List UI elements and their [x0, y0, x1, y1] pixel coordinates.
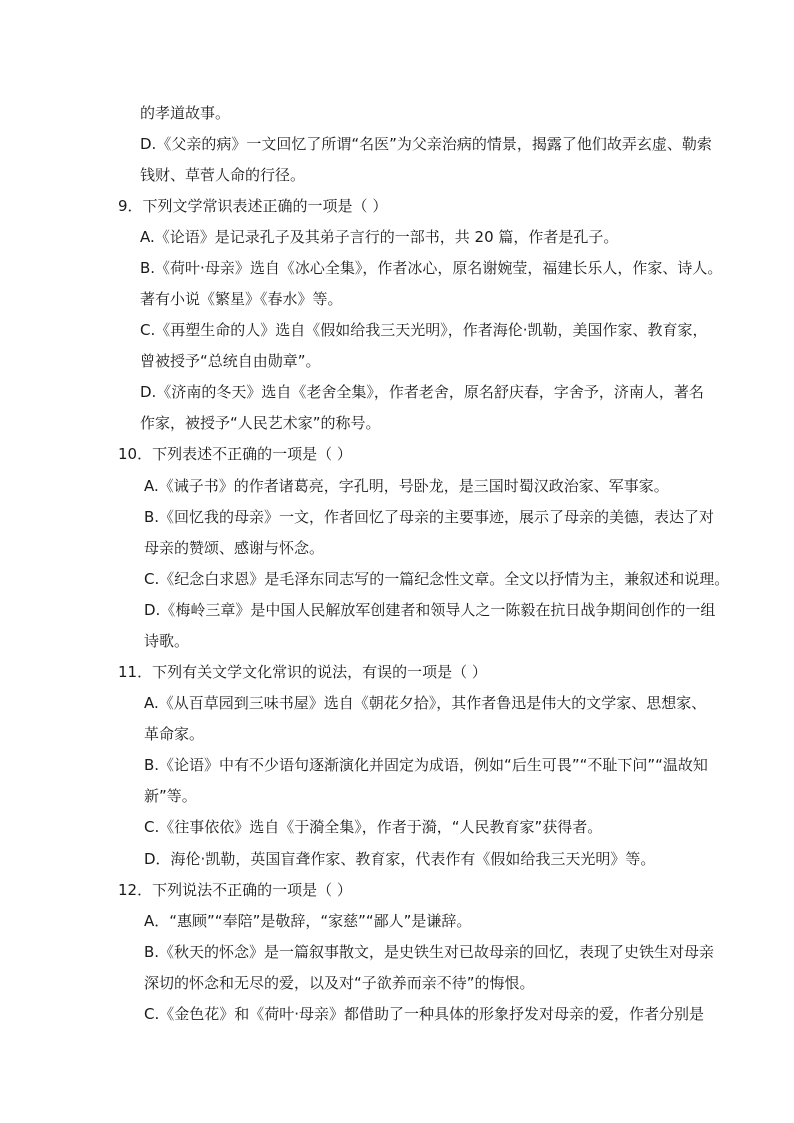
- question-9-option-c-line-2: 曾被授予“总统自由勋章”。: [140, 352, 321, 370]
- question-11-option-d: D．海伦·凯勒，英国盲聋作家、教育家，代表作有《假如给我三天光明》等。: [144, 850, 656, 868]
- question-11-option-b-line-2: 新”等。: [144, 787, 197, 805]
- question-9-option-a: A.《论语》是记录孔子及其弟子言行的一部书，共 20 篇，作者是孔子。: [140, 228, 619, 246]
- question-12-option-b-line-1: B.《秋天的怀念》是一篇叙事散文，是史铁生对已故母亲的回忆，表现了史铁生对母亲: [144, 943, 715, 961]
- question-9-option-d-line-2: 作家，被授予“人民艺术家”的称号。: [140, 414, 381, 432]
- question-8-continuation: 的孝道故事。: [140, 104, 231, 122]
- question-9-option-b-line-1: B.《荷叶·母亲》选自《冰心全集》，作者冰心，原名谢婉莹，福建长乐人，作家、诗人。: [140, 259, 723, 277]
- question-10-option-d-line-2: 诗歌。: [144, 632, 190, 650]
- question-8-option-d-line-1: D.《父亲的病》一文回忆了所谓“名医”为父亲治病的情景，揭露了他们故弄玄虚、勒索: [140, 135, 712, 153]
- question-10-stem: 10．下列表述不正确的一项是（ ）: [118, 445, 352, 463]
- question-10-option-c: C.《纪念白求恩》是毛泽东同志写的一篇纪念性文章。全文以抒情为主，兼叙述和说理。: [144, 570, 730, 588]
- question-9-option-c-line-1: C.《再塑生命的人》选自《假如给我三天光明》，作者海伦·凯勒，美国作家、教育家，: [140, 321, 708, 339]
- question-12-stem: 12．下列说法不正确的一项是（ ）: [118, 881, 352, 899]
- question-11-option-c: C.《往事依依》选自《于漪全集》，作者于漪，“人民教育家”获得者。: [144, 818, 603, 836]
- question-10-option-b-line-2: 母亲的赞颂、感谢与怀念。: [144, 539, 325, 557]
- question-11-option-a-line-1: A.《从百草园到三味书屋》选自《朝花夕拾》，其作者鲁迅是伟大的文学家、思想家、: [144, 694, 707, 712]
- question-12-option-c-line-1: C.《金色花》和《荷叶·母亲》都借助了一种具体的形象抒发对母亲的爱，作者分别是: [144, 1005, 705, 1023]
- question-10-option-d-line-1: D.《梅岭三章》是中国人民解放军创建者和领导人之一陈毅在抗日战争期间创作的一组: [144, 601, 716, 619]
- question-9-option-b-line-2: 著有小说《繁星》《春水》等。: [140, 290, 343, 308]
- question-10-option-a: A.《诫子书》的作者诸葛亮，字孔明，号卧龙，是三国时蜀汉政治家、军事家。: [144, 477, 669, 495]
- question-12-option-b-line-2: 深切的怀念和无尽的爱，以及对“子欲养而亲不待”的悔恨。: [144, 974, 535, 992]
- question-9-stem: 9．下列文学常识表述正确的一项是（ ）: [118, 197, 388, 215]
- question-11-stem: 11．下列有关文学文化常识的说法，有误的一项是（ ）: [118, 663, 487, 681]
- question-11-option-b-line-1: B.《论语》中有不少语句逐渐演化并固定为成语，例如“后生可畏”“不耻下问”“温故知: [144, 756, 708, 774]
- question-8-option-d-line-2: 钱财、草菅人命的行径。: [140, 166, 306, 184]
- question-9-option-d-line-1: D.《济南的冬天》选自《老舍全集》，作者老舍，原名舒庆春，字舍予，济南人，著名: [140, 383, 704, 401]
- question-11-option-a-line-2: 革命家。: [144, 725, 205, 743]
- question-12-option-a: A．“惠顾”“奉陪”是敬辞，“家慈”“鄙人”是谦辞。: [144, 912, 472, 930]
- question-10-option-b-line-1: B.《回忆我的母亲》一文，作者回忆了母亲的主要事迹，展示了母亲的美德，表达了对: [144, 508, 715, 526]
